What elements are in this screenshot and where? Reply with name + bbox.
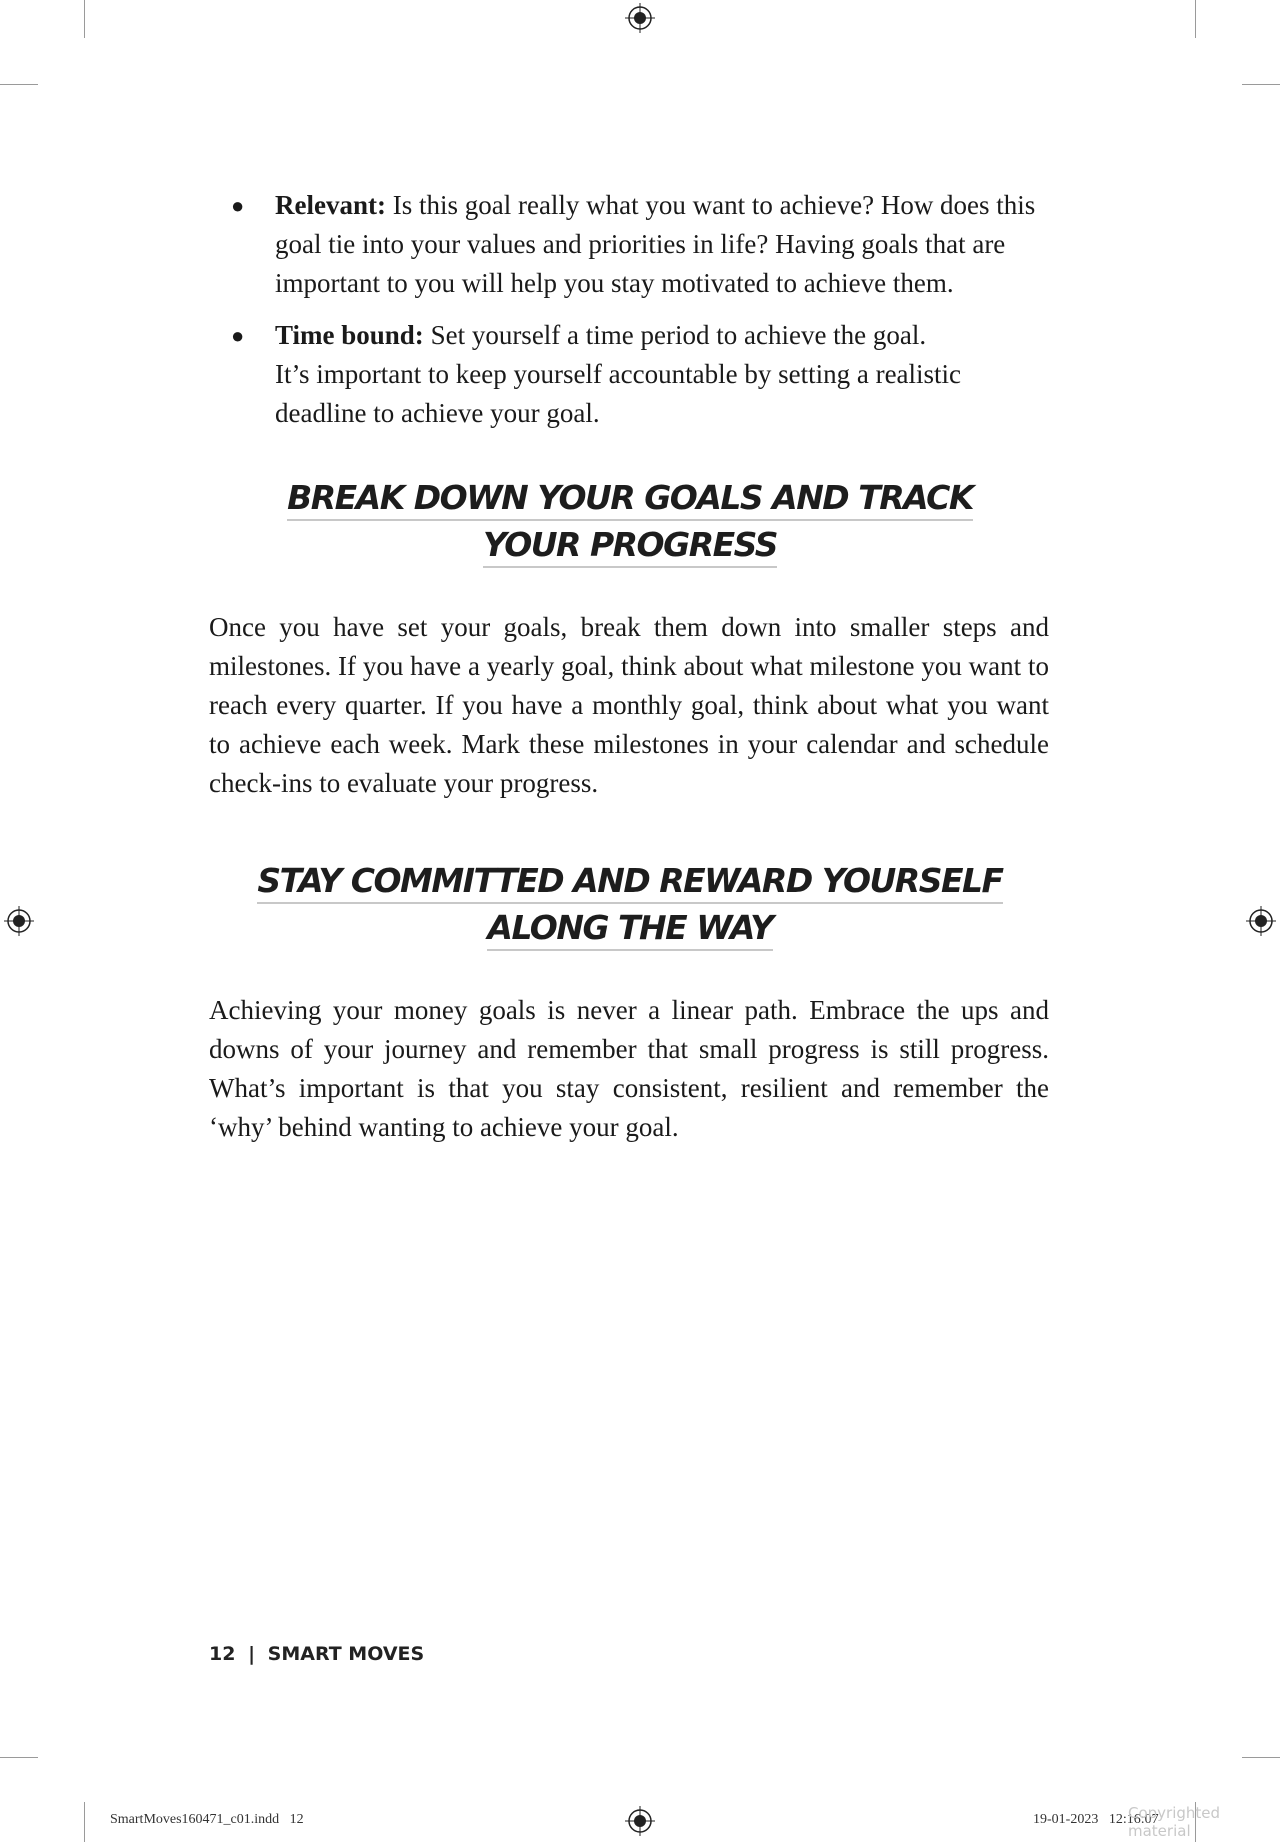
registration-mark-icon — [625, 3, 655, 33]
section-heading — [209, 474, 1051, 568]
bullet-text: Is this goal really what you want to achieve? How does this goal tie into your values and priorities in life? Having goals that are important to you will help you stay motivated to achieve them. — [275, 190, 1036, 298]
watermark: Copyrighted material — [1128, 1804, 1221, 1840]
slug-date: 19-01-2023 12:16:07 — [1033, 1812, 1159, 1827]
heading-line: ALONG THE WAY — [487, 907, 772, 951]
crop-mark — [1242, 84, 1280, 85]
crop-mark — [0, 84, 38, 85]
registration-mark-icon — [625, 1806, 655, 1836]
list-item — [209, 186, 1059, 303]
crop-mark — [1242, 1757, 1280, 1758]
running-title: SMART MOVES — [267, 1643, 425, 1665]
list-item — [209, 316, 1059, 433]
registration-mark-icon — [1246, 906, 1276, 936]
footer-separator: | — [248, 1643, 256, 1665]
bullet-term: Relevant: — [275, 190, 386, 220]
bullet-icon: ● — [231, 193, 245, 218]
section-heading — [209, 857, 1051, 951]
page-footer — [209, 1643, 424, 1665]
bullet-text: Set yourself a time period to achieve the goal. — [423, 320, 927, 350]
crop-mark — [84, 0, 85, 38]
slug-filename: SmartMoves160471_c01.indd 12 — [110, 1812, 304, 1827]
heading-line: BREAK DOWN YOUR GOALS AND TRACK — [287, 477, 973, 521]
bullet-list — [209, 186, 1059, 446]
body-paragraph: Once you have set your goals, break them down into smaller steps and milestones. If you have a yearly goal, think about what milestone you want to reach every quarter. If you have a monthly goal, think about what you want to achieve each week. Mark these milestones in your calendar and schedule check-ins to evaluate your progress. — [209, 612, 1049, 798]
crop-mark — [0, 1757, 38, 1758]
bullet-text: It’s important to keep yourself accountable by setting a realistic deadline to achieve your goal. — [275, 359, 962, 428]
bullet-term: Time bound: — [275, 320, 424, 350]
heading-line: STAY COMMITTED AND REWARD YOURSELF — [257, 860, 1002, 904]
body-paragraph: Achieving your money goals is never a linear path. Embrace the ups and downs of your journey and remember that small progress is still progress. What’s important is that you stay consistent, resilient and remember the ‘why’ behind wanting to achieve your goal. — [209, 995, 1049, 1142]
registration-mark-icon — [4, 906, 34, 936]
crop-mark — [84, 1802, 85, 1842]
crop-mark — [1195, 0, 1196, 38]
bullet-icon: ● — [231, 323, 245, 348]
heading-line: YOUR PROGRESS — [483, 524, 777, 568]
page-number: 12 — [209, 1643, 236, 1665]
